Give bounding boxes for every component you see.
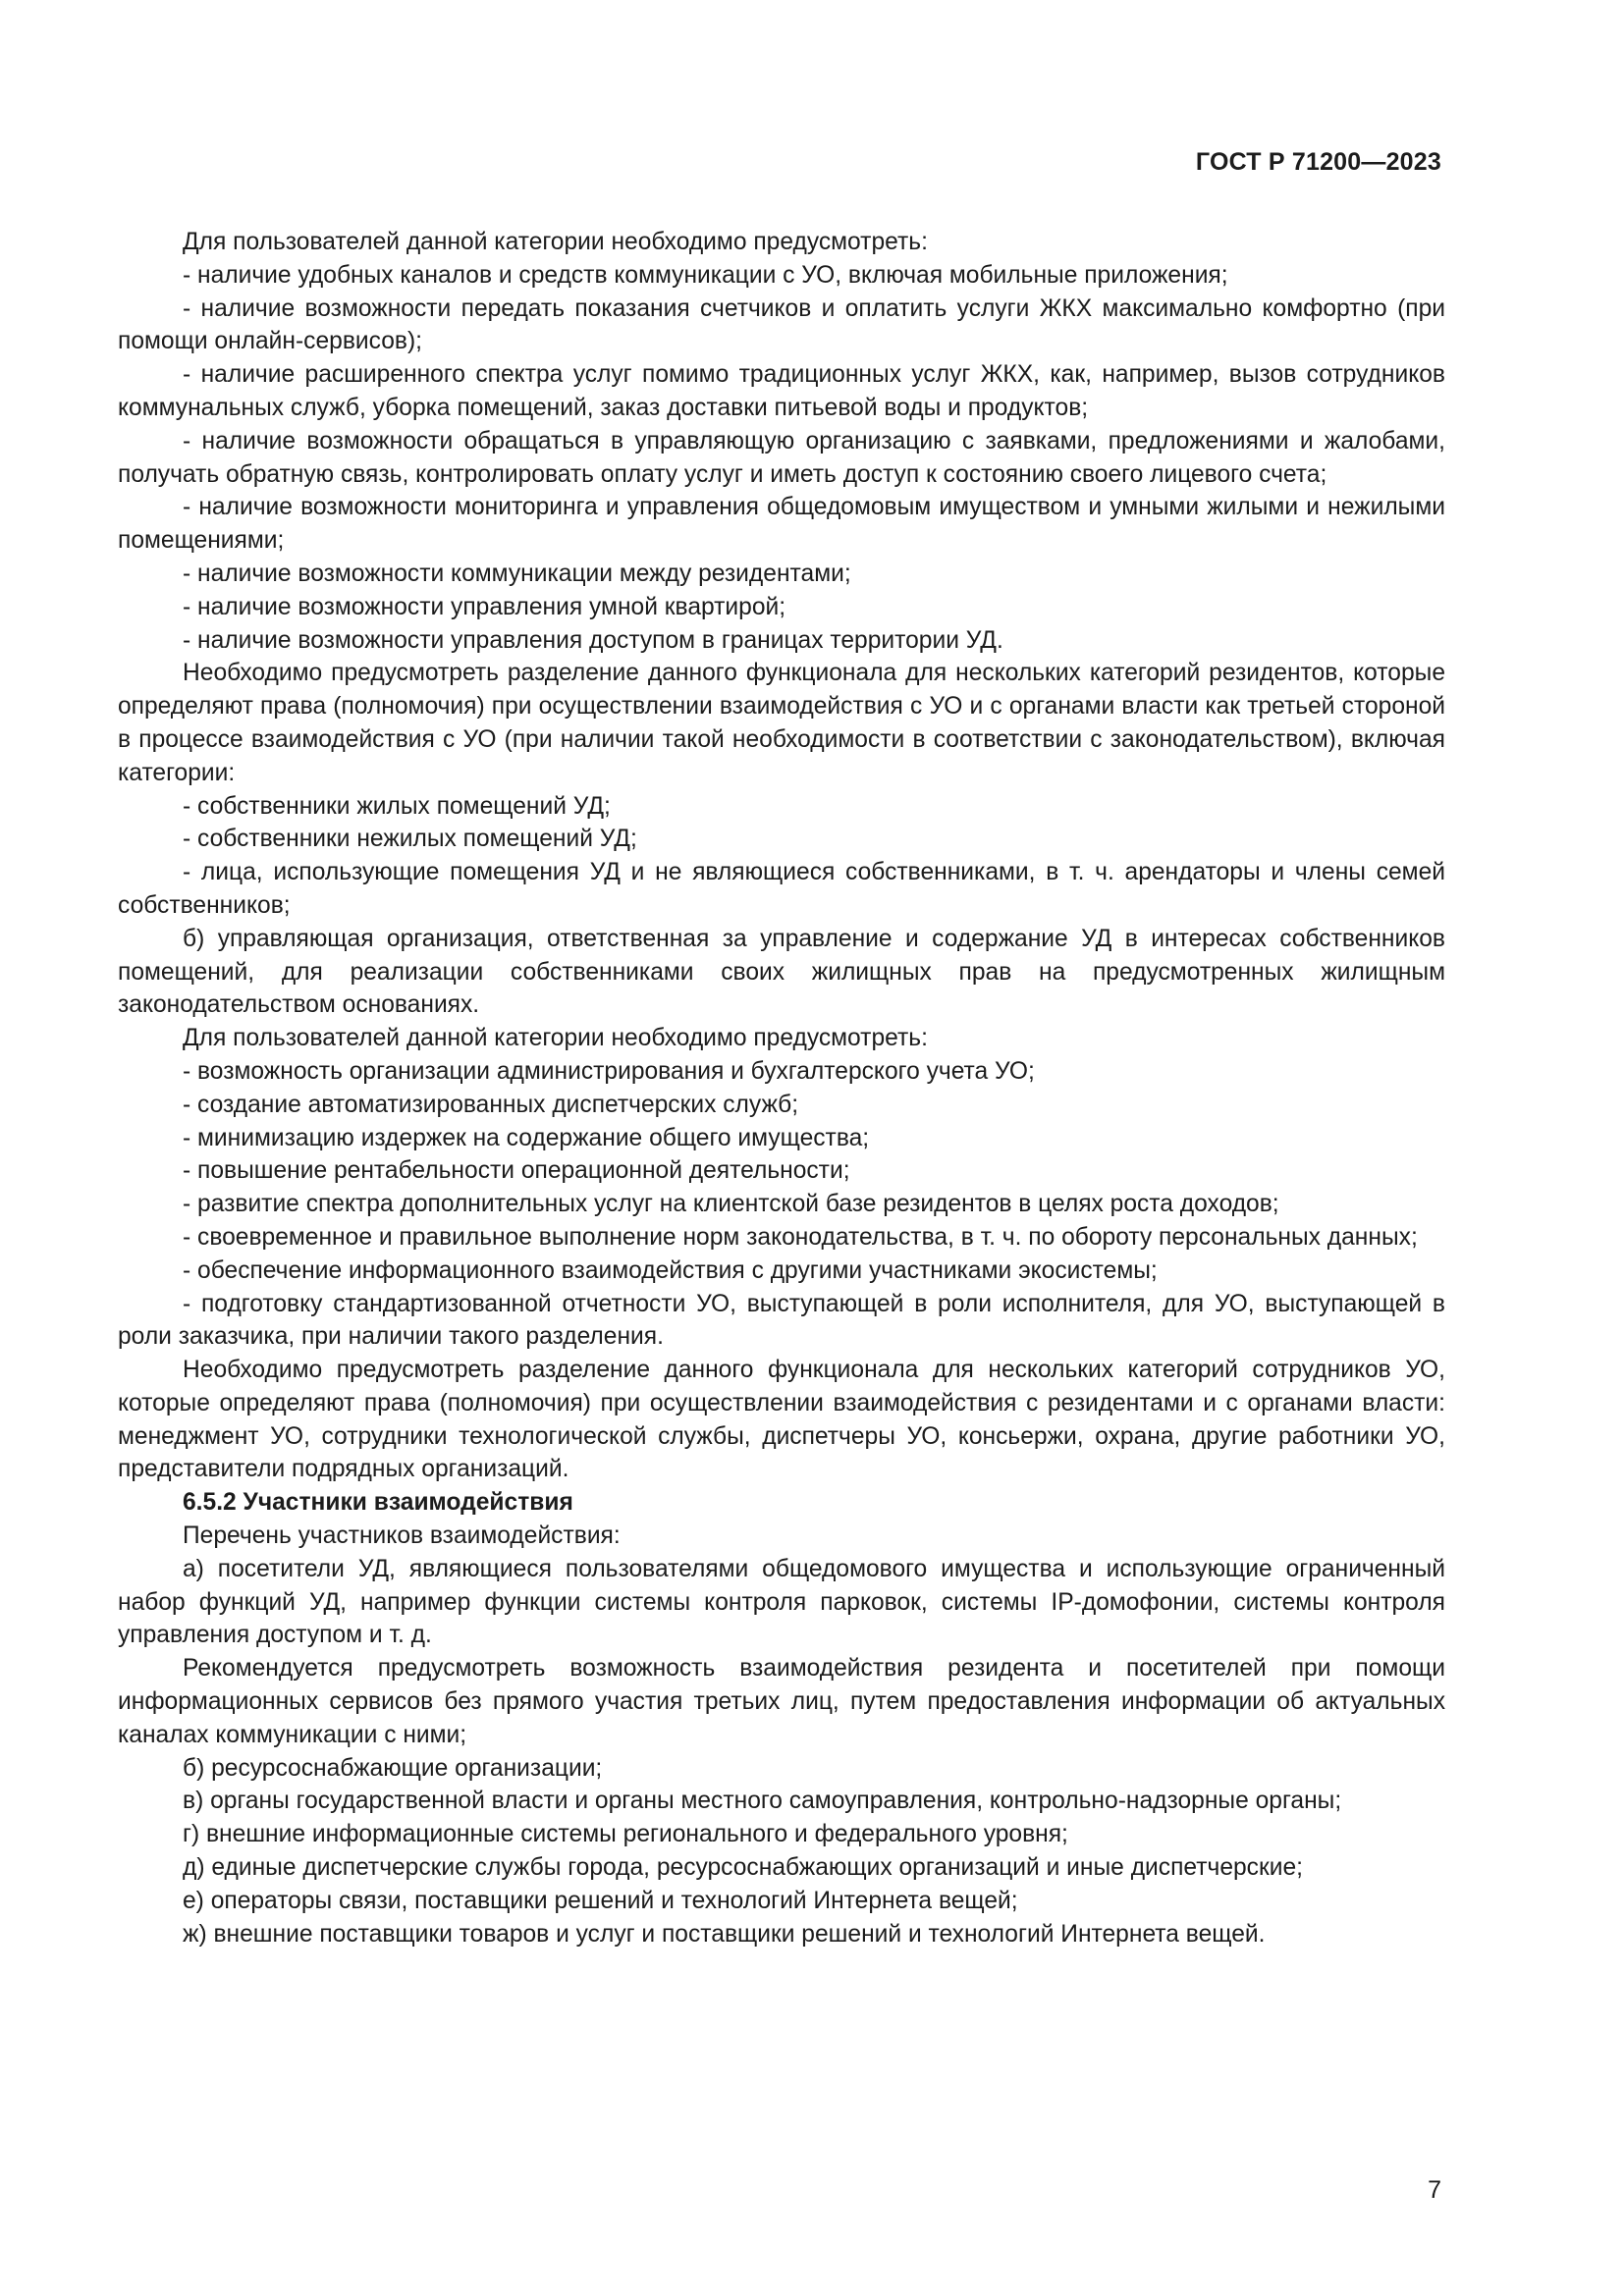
section-heading: 6.5.2 Участники взаимодействия bbox=[183, 1489, 573, 1517]
list-item: а) посетители УД, являющиеся пользователями общедомового имущества и использующие ограниченный набор функций УД, например функции системы контроля парковок, системы IP-домофонии, системы контроля управления доступом и т. д. bbox=[118, 1555, 1445, 1649]
list-item: - наличие возможности управления умной квартирой; bbox=[183, 593, 786, 620]
list-item: - повышение рентабельности операционной деятельности; bbox=[183, 1157, 850, 1185]
list-item: - наличие расширенного спектра услуг помимо традиционных услуг ЖКХ, как, например, вызов сотрудников коммунальных служб, уборка помещений, заказ доставки питьевой воды и продуктов; bbox=[118, 361, 1445, 421]
list-item: е) операторы связи, поставщики решений и технологий Интернета вещей; bbox=[183, 1887, 1018, 1914]
list-item: д) единые диспетчерские службы города, ресурсоснабжающих организаций и иные диспетчерские; bbox=[183, 1854, 1303, 1882]
list-item: - возможность организации администрирования и бухгалтерского учета УО; bbox=[183, 1057, 1035, 1085]
list-item: ж) внешние поставщики товаров и услуг и поставщики решений и технологий Интернета вещей. bbox=[183, 1920, 1266, 1948]
list-item: б) управляющая организация, ответственная за управление и содержание УД в интересах собственников помещений, для реализации собственниками своих жилищных прав на предусмотренных жилищным законодательством основаниях. bbox=[118, 925, 1445, 1019]
paragraph: Необходимо предусмотреть разделение данного функционала для нескольких категорий резидентов, которые определяют права (полномочия) при осуществлении взаимодействия с УО и с органами власти как третьей стороной в процессе взаимодействия с УО (при наличии такой необходимости в соответствии с законодательством), включая категории: bbox=[118, 660, 1445, 786]
list-item: - наличие возможности обращаться в управляющую организацию с заявками, предложениями и жалобами, получать обратную связь, контролировать оплату услуг и иметь доступ к состоянию своего лицевого счета; bbox=[118, 427, 1445, 488]
list-item: г) внешние информационные системы регионального и федерального уровня; bbox=[183, 1821, 1068, 1848]
document-code: ГОСТ Р 71200—2023 bbox=[1195, 148, 1441, 176]
list-item: - своевременное и правильное выполнение норм законодательства, в т. ч. по обороту персональных данных; bbox=[183, 1223, 1418, 1251]
list-item: б) ресурсоснабжающие организации; bbox=[183, 1754, 603, 1782]
paragraph: Перечень участников взаимодействия: bbox=[183, 1522, 621, 1550]
list-item: - наличие удобных каналов и средств коммуникации с УО, включая мобильные приложения; bbox=[183, 261, 1228, 289]
list-item: - собственники нежилых помещений УД; bbox=[183, 826, 637, 853]
document-body bbox=[118, 226, 1445, 1950]
list-item: - развитие спектра дополнительных услуг на клиентской базе резидентов в целях роста доходов; bbox=[183, 1191, 1279, 1218]
list-item: - наличие возможности мониторинга и управления общедомовым имуществом и умными жилыми и нежилыми помещениями; bbox=[118, 494, 1445, 555]
paragraph: Рекомендуется предусмотреть возможность взаимодействия резидента и посетителей при помощи информационных сервисов без прямого участия третьих лиц, путем предоставления информации об актуальных каналах коммуникации с ними; bbox=[118, 1655, 1445, 1748]
paragraph: Необходимо предусмотреть разделение данного функционала для нескольких категорий сотрудников УО, которые определяют права (полномочия) при осуществлении взаимодействия с резидентами и с органами власти: менеджмент УО, сотрудники технологической службы, диспетчеры УО, консьержи, охрана, другие работники УО, представители подрядных организаций. bbox=[118, 1357, 1445, 1483]
list-item: - наличие возможности коммуникации между резидентами; bbox=[183, 560, 851, 587]
list-item: - минимизацию издержек на содержание общего имущества; bbox=[183, 1124, 870, 1151]
list-item: - наличие возможности управления доступом в границах территории УД. bbox=[183, 626, 1003, 654]
list-item: - лица, использующие помещения УД и не являющиеся собственниками, в т. ч. арендаторы и члены семей собственников; bbox=[118, 859, 1445, 919]
list-item: - создание автоматизированных диспетчерских служб; bbox=[183, 1091, 799, 1118]
list-item: - собственники жилых помещений УД; bbox=[183, 792, 611, 820]
list-item: - подготовку стандартизованной отчетности УО, выступающей в роли исполнителя, для УО, выступающей в роли заказчика, при наличии такого разделения. bbox=[118, 1290, 1445, 1351]
paragraph: Для пользователей данной категории необходимо предусмотреть: bbox=[183, 229, 928, 255]
list-item: - обеспечение информационного взаимодействия с другими участниками экосистемы; bbox=[183, 1256, 1158, 1284]
list-item: - наличие возможности передать показания счетчиков и оплатить услуги ЖКХ максимально комфортно (при помощи онлайн-сервисов); bbox=[118, 294, 1445, 355]
list-item: в) органы государственной власти и органы местного самоуправления, контрольно-надзорные органы; bbox=[183, 1788, 1342, 1815]
paragraph: Для пользователей данной категории необходимо предусмотреть: bbox=[183, 1025, 928, 1052]
page-number: 7 bbox=[1428, 2176, 1441, 2204]
